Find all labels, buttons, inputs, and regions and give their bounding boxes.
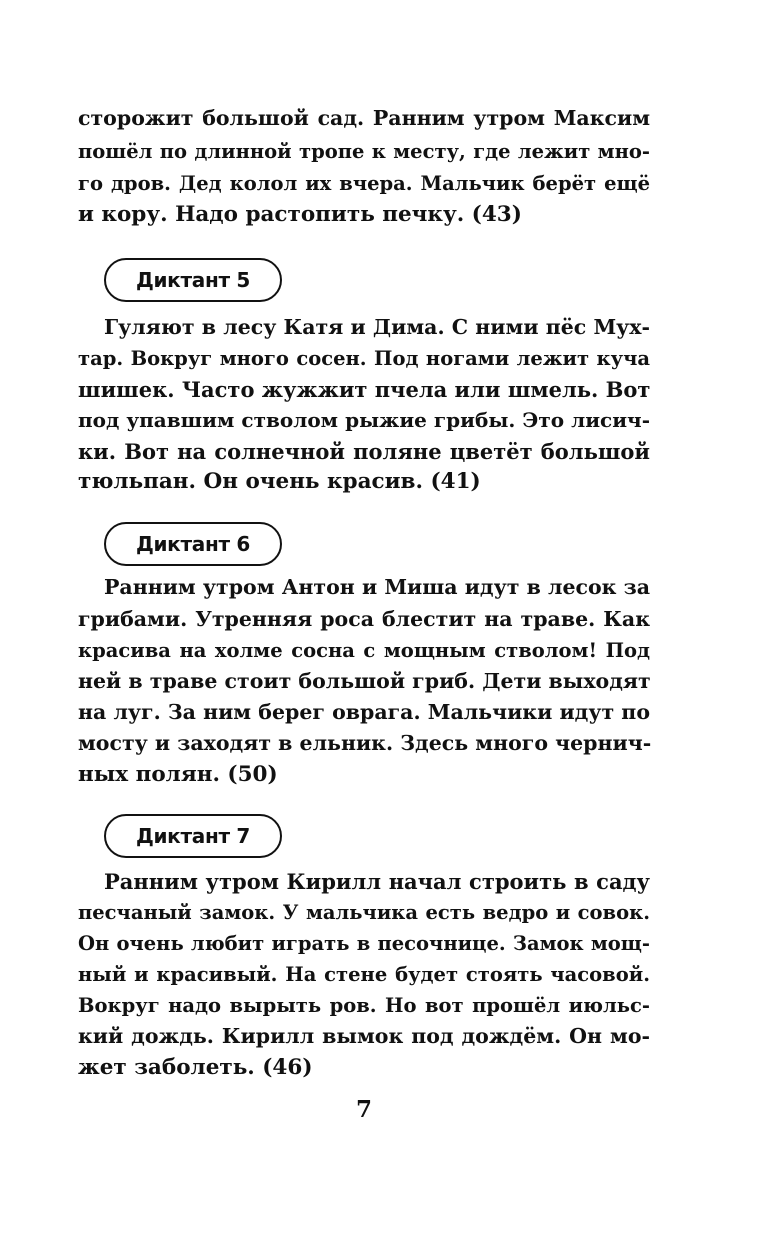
dictation-7-line: ный и красивый. На стене будет стоять часовой.: [78, 963, 650, 986]
intro-line: пошёл по длинной тропе к месту, где лежит мно-: [78, 140, 650, 163]
dictation-7-line: кий дождь. Кирилл вымок под дождём. Он мо-: [78, 1024, 650, 1048]
dictation-6-line: на луг. За ним берег оврага. Мальчики идут по: [78, 700, 650, 724]
intro-line: и кору. Надо растопить печку. (43): [78, 202, 522, 227]
intro-line: сторожит большой сад. Ранним утром Максим: [78, 106, 650, 130]
dictation-7-line: Ранним утром Кирилл начал строить в саду: [104, 869, 650, 894]
dictation-7-line: Он очень любит играть в песочнице. Замок мощ-: [78, 932, 650, 955]
dictation-5-heading: Диктант 5: [104, 258, 282, 302]
dictation-6-line: Ранним утром Антон и Миша идут в лесок за: [104, 575, 650, 599]
dictation-6-line: грибами. Утренняя роса блестит на траве. Как: [78, 607, 650, 631]
dictation-7-heading: Диктант 7: [104, 814, 282, 858]
dictation-7-line: Вокруг надо вырыть ров. Но вот прошёл июльс-: [78, 994, 650, 1017]
dictation-6-heading: Диктант 6: [104, 522, 282, 566]
dictation-6-line: ней в траве стоит большой гриб. Дети выходят: [78, 669, 651, 693]
dictation-5-line: тар. Вокруг много сосен. Под ногами лежит куча: [78, 347, 650, 370]
dictation-7-line: песчаный замок. У мальчика есть ведро и совок.: [78, 901, 650, 924]
dictation-7-line: жет заболеть. (46): [78, 1055, 313, 1080]
dictation-5-line: под упавшим стволом рыжие грибы. Это лисич-: [78, 408, 650, 432]
dictation-5-line: ки. Вот на солнечной поляне цветёт большой: [78, 439, 650, 464]
dictation-6-line: ных полян. (50): [78, 762, 278, 787]
dictation-5-line: тюльпан. Он очень красив. (41): [78, 469, 481, 494]
intro-line: го дров. Дед колол их вчера. Мальчик берёт ещё: [78, 172, 650, 195]
dictation-5-line: шишек. Часто жужжит пчела или шмель. Вот: [78, 377, 651, 402]
page-number: 7: [355, 1096, 372, 1123]
dictation-5-line: Гуляют в лесу Катя и Дима. С ними пёс Мух-: [104, 315, 650, 339]
dictation-6-line: мосту и заходят в ельник. Здесь много чернич-: [78, 731, 652, 755]
dictation-6-line: красива на холме сосна с мощным стволом! Под: [78, 639, 650, 662]
